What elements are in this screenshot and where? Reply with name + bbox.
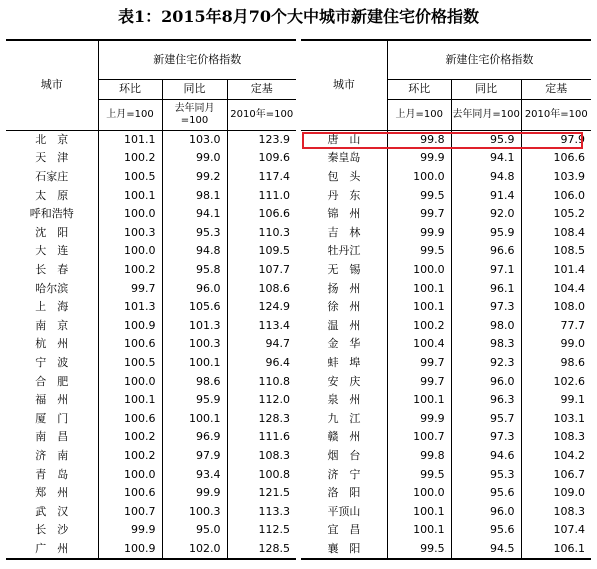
table-row [301, 298, 591, 317]
mom-cell: 100.0 [387, 261, 451, 280]
base-cell: 108.5 [521, 242, 591, 261]
table-row [301, 465, 591, 484]
yoy-cell: 95.8 [162, 261, 227, 280]
base-cell: 110.8 [227, 372, 296, 391]
base-cell: 102.6 [521, 372, 591, 391]
table-row [6, 410, 296, 429]
mom-cell: 99.7 [98, 279, 162, 298]
base-subheader: 2010年=100 [227, 99, 296, 130]
table-row [301, 484, 591, 503]
yoy-cell: 97.3 [451, 298, 521, 317]
base-header: 定基 [521, 80, 591, 100]
base-cell: 123.9 [227, 130, 296, 149]
city-cell: 秦皇岛 [327, 151, 361, 165]
yoy-header: 同比 [451, 80, 521, 100]
yoy-cell: 100.3 [162, 502, 227, 521]
yoy-cell: 95.6 [451, 521, 521, 540]
yoy-cell: 97.9 [162, 447, 227, 466]
city-cell: 杭 州 [35, 337, 69, 351]
base-cell: 104.2 [521, 447, 591, 466]
city-cell: 泉 州 [327, 393, 361, 407]
city-header: 城市 [6, 40, 98, 130]
yoy-cell: 95.6 [451, 484, 521, 503]
right-price-table [301, 39, 591, 560]
table-row [6, 540, 296, 560]
base-cell: 103.9 [521, 168, 591, 187]
base-cell: 113.3 [227, 502, 296, 521]
table-row [301, 372, 591, 391]
city-cell: 郑 州 [35, 486, 69, 500]
yoy-cell: 102.0 [162, 540, 227, 560]
table-row [6, 354, 296, 373]
table-row [6, 261, 296, 280]
mom-cell: 100.0 [98, 372, 162, 391]
table-row [301, 242, 591, 261]
yoy-cell: 103.0 [162, 130, 227, 149]
city-cell: 襄 阳 [301, 540, 387, 560]
city-cell: 广 州 [6, 540, 98, 560]
index-group-header: 新建住宅价格指数 [98, 40, 296, 80]
city-cell: 牡丹江 [327, 244, 361, 258]
yoy-cell: 97.3 [451, 428, 521, 447]
mom-cell: 100.6 [98, 335, 162, 354]
base-cell: 103.1 [521, 410, 591, 429]
yoy-cell: 99.2 [162, 168, 227, 187]
mom-cell: 99.5 [387, 465, 451, 484]
yoy-cell: 95.9 [162, 391, 227, 410]
yoy-cell: 95.9 [451, 130, 521, 149]
mom-cell: 100.9 [98, 317, 162, 336]
yoy-cell: 94.6 [451, 447, 521, 466]
table-row [301, 410, 591, 429]
mom-cell: 100.1 [387, 279, 451, 298]
table-row [6, 447, 296, 466]
table-row [301, 521, 591, 540]
base-cell: 100.8 [227, 465, 296, 484]
base-cell: 112.0 [227, 391, 296, 410]
table-row [301, 130, 591, 149]
mom-cell: 100.6 [98, 410, 162, 429]
yoy-cell: 95.3 [162, 224, 227, 243]
mom-cell: 100.2 [387, 317, 451, 336]
mom-cell: 100.2 [98, 428, 162, 447]
city-cell: 平顶山 [327, 504, 361, 518]
table-row [6, 186, 296, 205]
mom-subheader: 上月=100 [387, 99, 451, 130]
city-cell: 锦 州 [327, 207, 361, 221]
city-cell: 厦 门 [35, 411, 69, 425]
yoy-cell: 96.0 [451, 372, 521, 391]
table-row [6, 465, 296, 484]
table-row [6, 391, 296, 410]
yoy-cell: 99.0 [162, 149, 227, 168]
city-cell: 九 江 [327, 411, 361, 425]
city-cell: 南 京 [35, 318, 69, 332]
table-row [301, 224, 591, 243]
yoy-cell: 94.1 [162, 205, 227, 224]
city-cell: 南 昌 [35, 430, 69, 444]
city-cell: 安 庆 [327, 374, 361, 388]
base-cell: 124.9 [227, 298, 296, 317]
base-cell: 77.7 [521, 317, 591, 336]
mom-cell: 100.6 [98, 484, 162, 503]
table-row [301, 540, 591, 560]
yoy-cell: 92.3 [451, 354, 521, 373]
base-cell: 108.0 [521, 298, 591, 317]
city-cell: 唐 山 [327, 132, 361, 146]
city-cell: 赣 州 [327, 430, 361, 444]
yoy-cell: 95.0 [162, 521, 227, 540]
base-cell: 112.5 [227, 521, 296, 540]
mom-cell: 100.0 [387, 168, 451, 187]
table-row [6, 279, 296, 298]
yoy-cell: 93.4 [162, 465, 227, 484]
table-row [301, 335, 591, 354]
base-cell: 104.4 [521, 279, 591, 298]
city-cell: 武 汉 [35, 504, 69, 518]
table-row [6, 428, 296, 447]
mom-cell: 101.1 [98, 130, 162, 149]
mom-cell: 100.2 [98, 447, 162, 466]
base-cell: 106.6 [227, 205, 296, 224]
table-row [6, 130, 296, 149]
index-group-header: 新建住宅价格指数 [387, 40, 591, 80]
mom-cell: 100.0 [387, 484, 451, 503]
table-row [301, 149, 591, 168]
mom-cell: 99.7 [387, 372, 451, 391]
base-cell: 107.7 [227, 261, 296, 280]
yoy-cell: 96.0 [162, 279, 227, 298]
table-row [301, 205, 591, 224]
yoy-cell: 96.9 [162, 428, 227, 447]
base-cell: 108.3 [521, 428, 591, 447]
yoy-subheader: 去年同月=100 [451, 99, 521, 130]
table-title: 表1：2015年8月70个大中城市新建住宅价格指数 [117, 7, 480, 26]
table-row [301, 447, 591, 466]
base-cell: 99.1 [521, 391, 591, 410]
mom-cell: 100.1 [387, 391, 451, 410]
mom-subheader: 上月=100 [98, 99, 162, 130]
table-row [301, 168, 591, 187]
base-cell: 110.3 [227, 224, 296, 243]
mom-cell: 100.1 [98, 186, 162, 205]
city-cell: 大 连 [35, 244, 69, 258]
table-row [6, 149, 296, 168]
yoy-cell: 92.0 [451, 205, 521, 224]
yoy-cell: 98.3 [451, 335, 521, 354]
mom-cell: 100.1 [387, 521, 451, 540]
mom-cell: 99.5 [387, 186, 451, 205]
city-cell: 徐 州 [327, 300, 361, 314]
city-cell: 蚌 埠 [327, 356, 361, 370]
mom-cell: 99.9 [387, 224, 451, 243]
yoy-cell: 96.1 [451, 279, 521, 298]
mom-cell: 100.3 [98, 224, 162, 243]
yoy-cell: 95.7 [451, 410, 521, 429]
table-row [301, 354, 591, 373]
base-cell: 106.6 [521, 149, 591, 168]
base-cell: 108.3 [227, 447, 296, 466]
base-cell: 94.7 [227, 335, 296, 354]
city-cell: 长 沙 [35, 523, 69, 537]
table-row [301, 186, 591, 205]
mom-cell: 100.7 [387, 428, 451, 447]
mom-cell: 100.9 [98, 540, 162, 560]
city-cell: 长 春 [35, 263, 69, 277]
table-row [301, 261, 591, 280]
yoy-cell: 94.8 [451, 168, 521, 187]
city-cell: 上 海 [35, 300, 69, 314]
base-cell: 109.6 [227, 149, 296, 168]
base-cell: 107.4 [521, 521, 591, 540]
table-row [6, 502, 296, 521]
base-cell: 97.9 [521, 130, 591, 149]
mom-cell: 99.8 [387, 447, 451, 466]
table-row [6, 484, 296, 503]
mom-cell: 100.0 [98, 242, 162, 261]
base-cell: 109.5 [227, 242, 296, 261]
mom-cell: 100.5 [98, 354, 162, 373]
mom-header: 环比 [98, 80, 162, 100]
yoy-cell: 94.5 [451, 540, 521, 560]
left-price-table [6, 39, 296, 560]
base-cell: 121.5 [227, 484, 296, 503]
mom-cell: 99.9 [387, 149, 451, 168]
city-cell: 太 原 [35, 188, 69, 202]
yoy-cell: 101.3 [162, 317, 227, 336]
city-cell: 金 华 [327, 337, 361, 351]
table-row [6, 317, 296, 336]
yoy-cell: 99.9 [162, 484, 227, 503]
base-cell: 128.5 [227, 540, 296, 560]
yoy-cell: 91.4 [451, 186, 521, 205]
mom-cell: 100.1 [387, 298, 451, 317]
base-cell: 128.3 [227, 410, 296, 429]
mom-cell: 100.5 [98, 168, 162, 187]
base-cell: 106.7 [521, 465, 591, 484]
base-cell: 101.4 [521, 261, 591, 280]
yoy-cell: 100.1 [162, 354, 227, 373]
mom-cell: 99.7 [387, 354, 451, 373]
base-subheader: 2010年=100 [521, 99, 591, 130]
base-cell: 108.6 [227, 279, 296, 298]
table-row [301, 317, 591, 336]
city-cell: 哈尔滨 [35, 281, 69, 295]
base-cell: 109.0 [521, 484, 591, 503]
mom-cell: 100.0 [98, 205, 162, 224]
mom-cell: 99.9 [98, 521, 162, 540]
base-cell: 111.6 [227, 428, 296, 447]
yoy-cell: 95.9 [451, 224, 521, 243]
mom-cell: 99.8 [387, 130, 451, 149]
mom-cell: 99.9 [387, 410, 451, 429]
mom-cell: 99.7 [387, 205, 451, 224]
mom-cell: 100.4 [387, 335, 451, 354]
table-row [301, 391, 591, 410]
city-cell: 包 头 [327, 170, 361, 184]
city-cell: 洛 阳 [327, 486, 361, 500]
base-cell: 108.3 [521, 502, 591, 521]
city-cell: 济 南 [35, 448, 69, 462]
city-cell: 北 京 [35, 132, 69, 146]
base-cell: 105.2 [521, 205, 591, 224]
table-row [6, 224, 296, 243]
yoy-cell: 96.6 [451, 242, 521, 261]
yoy-cell: 96.0 [451, 502, 521, 521]
city-cell: 天 津 [35, 151, 69, 165]
city-cell: 扬 州 [327, 281, 361, 295]
yoy-header: 同比 [162, 80, 227, 100]
city-cell: 石家庄 [35, 170, 69, 184]
mom-cell: 100.7 [98, 502, 162, 521]
yoy-cell: 100.1 [162, 410, 227, 429]
city-cell: 济 宁 [327, 467, 361, 481]
city-cell: 沈 阳 [35, 225, 69, 239]
base-cell: 117.4 [227, 168, 296, 187]
yoy-cell: 98.6 [162, 372, 227, 391]
yoy-cell: 94.1 [451, 149, 521, 168]
city-cell: 合 肥 [35, 374, 69, 388]
mom-cell: 99.5 [387, 242, 451, 261]
mom-header: 环比 [387, 80, 451, 100]
yoy-cell: 94.8 [162, 242, 227, 261]
mom-cell: 100.2 [98, 261, 162, 280]
yoy-cell: 100.3 [162, 335, 227, 354]
mom-cell: 101.3 [98, 298, 162, 317]
city-cell: 温 州 [327, 318, 361, 332]
city-cell: 无 锡 [327, 263, 361, 277]
yoy-cell: 98.1 [162, 186, 227, 205]
base-cell: 106.1 [521, 540, 591, 560]
table-row [6, 298, 296, 317]
city-header: 城市 [301, 40, 387, 130]
base-cell: 96.4 [227, 354, 296, 373]
mom-cell: 99.5 [387, 540, 451, 560]
mom-cell: 100.2 [98, 149, 162, 168]
table-row [6, 242, 296, 261]
yoy-cell: 96.3 [451, 391, 521, 410]
table-row [6, 372, 296, 391]
table-row [301, 502, 591, 521]
city-cell: 青 岛 [35, 467, 69, 481]
base-cell: 108.4 [521, 224, 591, 243]
base-cell: 106.0 [521, 186, 591, 205]
table-row [6, 521, 296, 540]
base-cell: 98.6 [521, 354, 591, 373]
city-cell: 宜 昌 [327, 523, 361, 537]
base-cell: 113.4 [227, 317, 296, 336]
yoy-cell: 95.3 [451, 465, 521, 484]
table-row [6, 168, 296, 187]
base-header: 定基 [227, 80, 296, 100]
city-cell: 丹 东 [327, 188, 361, 202]
table-row [301, 428, 591, 447]
yoy-cell: 97.1 [451, 261, 521, 280]
table-row [301, 279, 591, 298]
city-cell: 吉 林 [327, 225, 361, 239]
city-cell: 宁 波 [35, 356, 69, 370]
table-row [6, 205, 296, 224]
mom-cell: 100.1 [98, 391, 162, 410]
base-cell: 99.0 [521, 335, 591, 354]
yoy-cell: 98.0 [451, 317, 521, 336]
table-row [6, 335, 296, 354]
yoy-cell: 105.6 [162, 298, 227, 317]
city-cell: 呼和浩特 [29, 207, 74, 221]
mom-cell: 100.1 [387, 502, 451, 521]
city-cell: 福 州 [35, 393, 69, 407]
base-cell: 111.0 [227, 186, 296, 205]
city-cell: 烟 台 [327, 448, 361, 462]
mom-cell: 100.0 [98, 465, 162, 484]
yoy-subheader: 去年同月=100 [162, 99, 227, 130]
